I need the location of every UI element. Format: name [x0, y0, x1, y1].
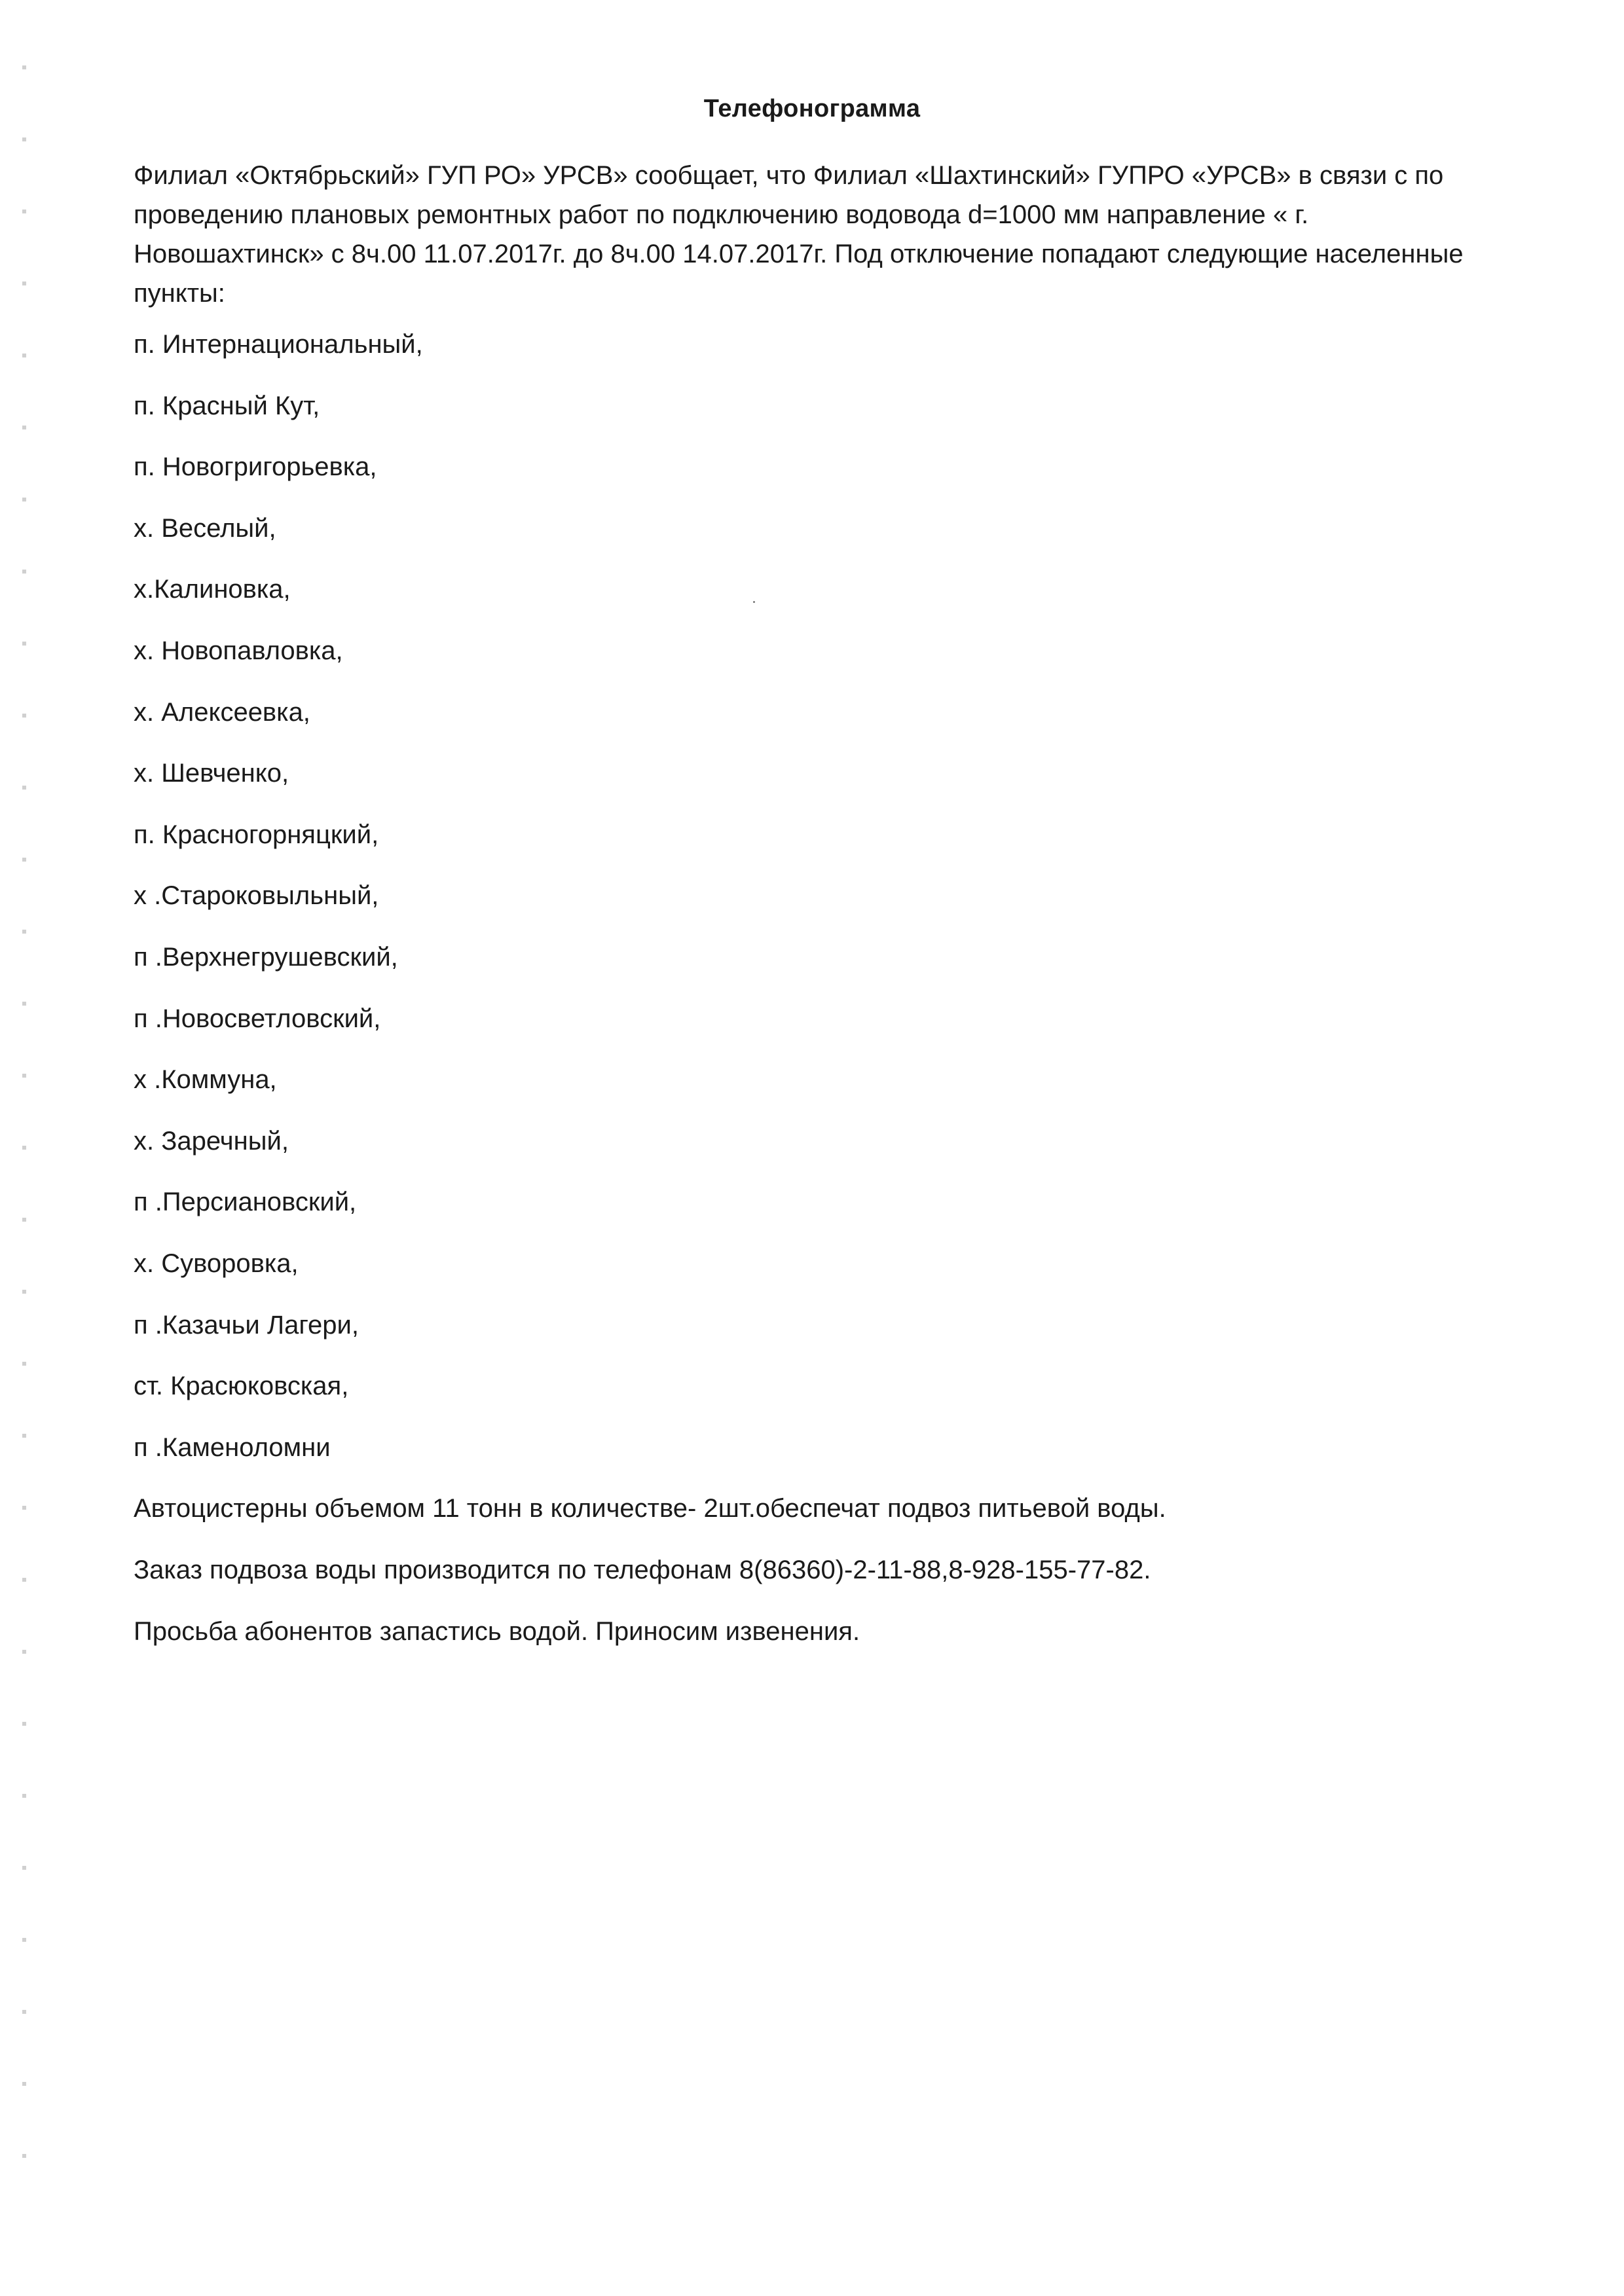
- order-phones-note: Заказ подвоза воды производится по телефонам 8(86360)-2-11-88,8-928-155-77-82.: [134, 1556, 1151, 1584]
- settlement-item: п .Казачьи Лагери,: [134, 1310, 359, 1339]
- settlement-item: х. Заречный,: [134, 1126, 289, 1156]
- settlement-item: х. Суворовка,: [134, 1248, 299, 1278]
- intro-line: проведению плановых ремонтных работ по подключению водовода d=1000 мм направление « г.: [134, 200, 1309, 229]
- settlement-item: п .Верхнегрушевский,: [134, 942, 398, 972]
- settlement-item: х. Шевченко,: [134, 759, 289, 788]
- settlements-list: [134, 329, 423, 1493]
- document-title: Телефонограмма: [703, 95, 921, 122]
- settlement-item: п. Красный Кут,: [134, 391, 320, 420]
- settlement-item: х. Алексеевка,: [134, 697, 310, 727]
- settlement-item: п. Новогригорьевка,: [134, 452, 377, 482]
- intro-line: пункты:: [134, 279, 225, 308]
- settlement-item: х. Веселый,: [134, 513, 276, 543]
- water-tanker-note: Автоцистерны объемом 11 тонн в количестве- 2шт.обеспечат подвоз питьевой воды.: [134, 1494, 1166, 1523]
- apology-note: Просьба абонентов запастись водой. Приносим извенения.: [134, 1617, 860, 1646]
- settlement-item: х.Калиновка,: [134, 575, 291, 604]
- settlement-item: п .Персиановский,: [134, 1188, 357, 1217]
- settlement-item: х. Новопавловка,: [134, 636, 343, 665]
- settlement-item: п. Интернациональный,: [134, 330, 423, 359]
- settlement-item: п. Красногорняцкий,: [134, 820, 379, 849]
- scan-speck: [753, 601, 755, 603]
- intro-line: Филиал «Октябрьский» ГУП РО» УРСВ» сообщает, что Филиал «Шахтинский» ГУПРО «УРСВ» в связи с по: [134, 161, 1444, 190]
- settlement-item: х .Коммуна,: [134, 1065, 277, 1095]
- settlement-item: ст. Красюковская,: [134, 1372, 349, 1401]
- settlement-item: п .Новосветловский,: [134, 1004, 381, 1033]
- closing-section: [134, 1493, 1166, 1677]
- settlement-item: х .Староковыльный,: [134, 881, 379, 911]
- intro-line: Новошахтинск» с 8ч.00 11.07.2017г. до 8ч.00 14.07.2017г. Под отключение попадают следующие населенные: [134, 240, 1464, 268]
- scan-edge-artifact: [22, 39, 26, 2200]
- settlement-item: п .Каменоломни: [134, 1432, 331, 1462]
- intro-paragraph: [134, 156, 1561, 313]
